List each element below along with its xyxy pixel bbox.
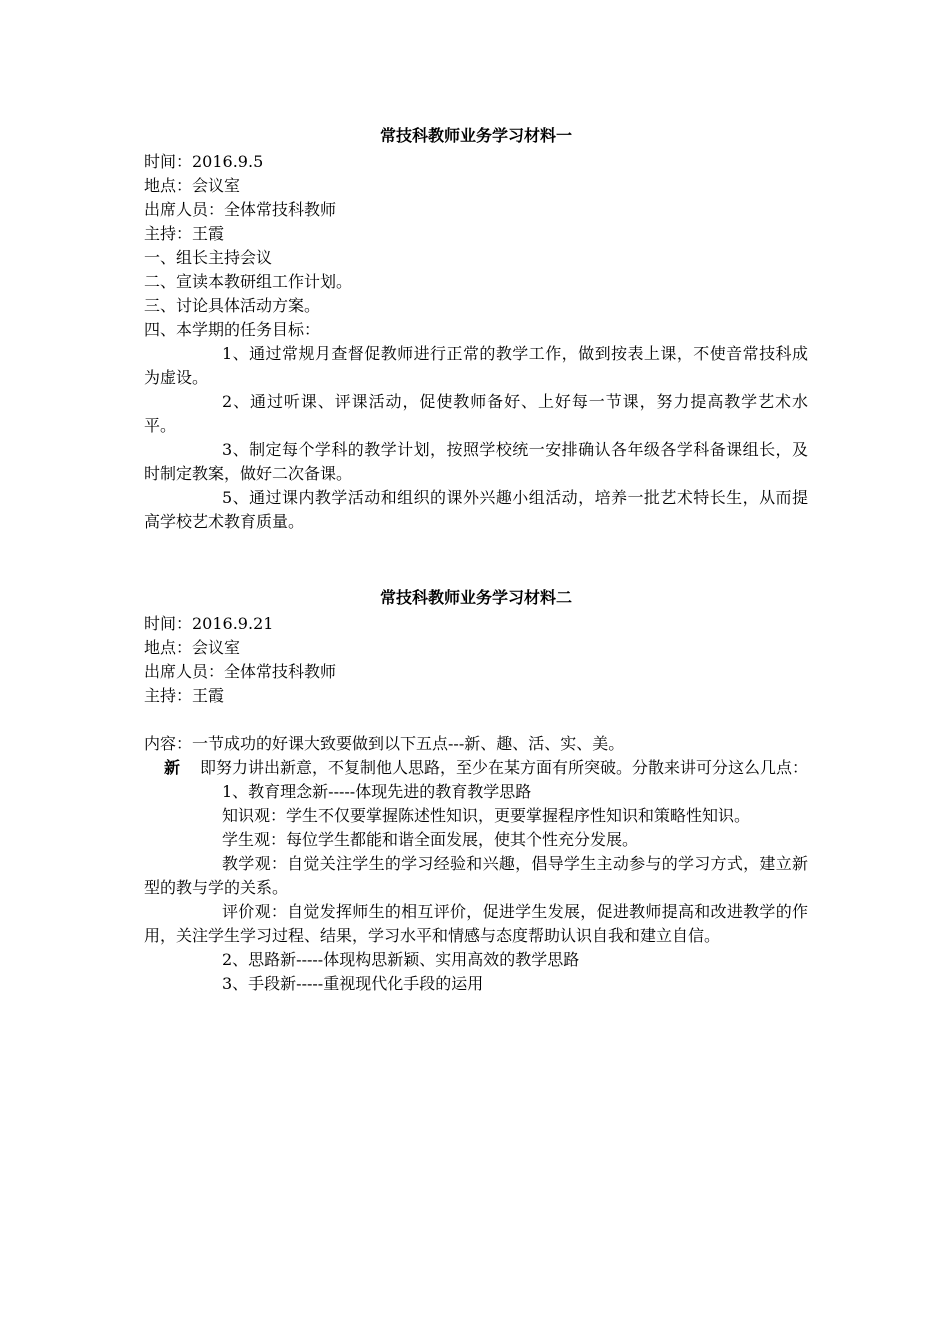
view-paragraph: 知识观：学生不仅要掌握陈述性知识，更要掌握程序性知识和策略性知识。: [222, 806, 751, 825]
section1-goal: 2、通过听课、评课活动，促使教师备好、上好每一节课，努力提高教学艺术水平。: [144, 392, 808, 435]
section1-attendees: 出席人员：全体常技科教师: [144, 200, 337, 219]
section1-item: 二、宣读本教研组工作计划。: [144, 272, 353, 291]
section1-goal: 5、通过课内教学活动和组织的课外兴趣小组活动，培养一批艺术特长生，从而提高学校艺术教育质量。: [144, 488, 808, 531]
section2-content: 内容：一节成功的好课大致要做到以下五点---新、趣、活、实、美。: [144, 734, 625, 753]
section1-title: 常技科教师业务学习材料一: [379, 126, 572, 145]
xin-heading: 新: [164, 758, 181, 777]
section1-place: 地点：会议室: [144, 176, 241, 195]
section1-item: 四、本学期的任务目标：: [144, 320, 321, 339]
section1-goal: 1、通过常规月查督促教师进行正常的教学工作，做到按表上课，不使音常技科成为虚设。: [144, 344, 808, 387]
section2-time: 时间：2016.9.21: [144, 614, 274, 633]
view-paragraph: 评价观：自觉发挥师生的相互评价，促进学生发展，促进教师提高和改进教学的作用，关注学生学习过程、结果，学习水平和情感与态度帮助认识自我和建立自信。: [144, 902, 808, 945]
xin-text: 即努力讲出新意，不复制他人思路，至少在某方面有所突破。分散来讲可分这么几点：: [200, 758, 809, 777]
section1-time: 时间：2016.9.5: [144, 152, 264, 171]
xin-paragraph: [144, 756, 808, 780]
section1-goal: 3、制定每个学科的教学计划，按照学校统一安排确认各年级各学科备课组长，及时制定教案，做好二次备课。: [144, 440, 808, 483]
section1-item: 三、讨论具体活动方案。: [144, 296, 321, 315]
view-paragraph: 教学观：自觉关注学生的学习经验和兴趣，倡导学生主动参与的学习方式，建立新型的教与学的关系。: [144, 854, 808, 897]
section2-title: 常技科教师业务学习材料二: [379, 588, 572, 607]
view-paragraph: 学生观：每位学生都能和谐全面发展，使其个性充分发展。: [222, 830, 639, 849]
point-3: 3、手段新-----重视现代化手段的运用: [222, 974, 484, 993]
blank-line: [144, 708, 808, 732]
section2-host: 主持：王霞: [144, 686, 225, 705]
section-gap: [144, 534, 808, 584]
section2-place: 地点：会议室: [144, 638, 241, 657]
section2-attendees: 出席人员：全体常技科教师: [144, 662, 337, 681]
document-page: [144, 122, 808, 996]
point-2: 2、思路新-----体现构思新颖、实用高效的教学思路: [222, 950, 580, 969]
point-1: 1、教育理念新-----体现先进的教育教学思路: [222, 782, 532, 801]
section1-host: 主持：王霞: [144, 224, 225, 243]
section1-item: 一、组长主持会议: [144, 248, 273, 267]
